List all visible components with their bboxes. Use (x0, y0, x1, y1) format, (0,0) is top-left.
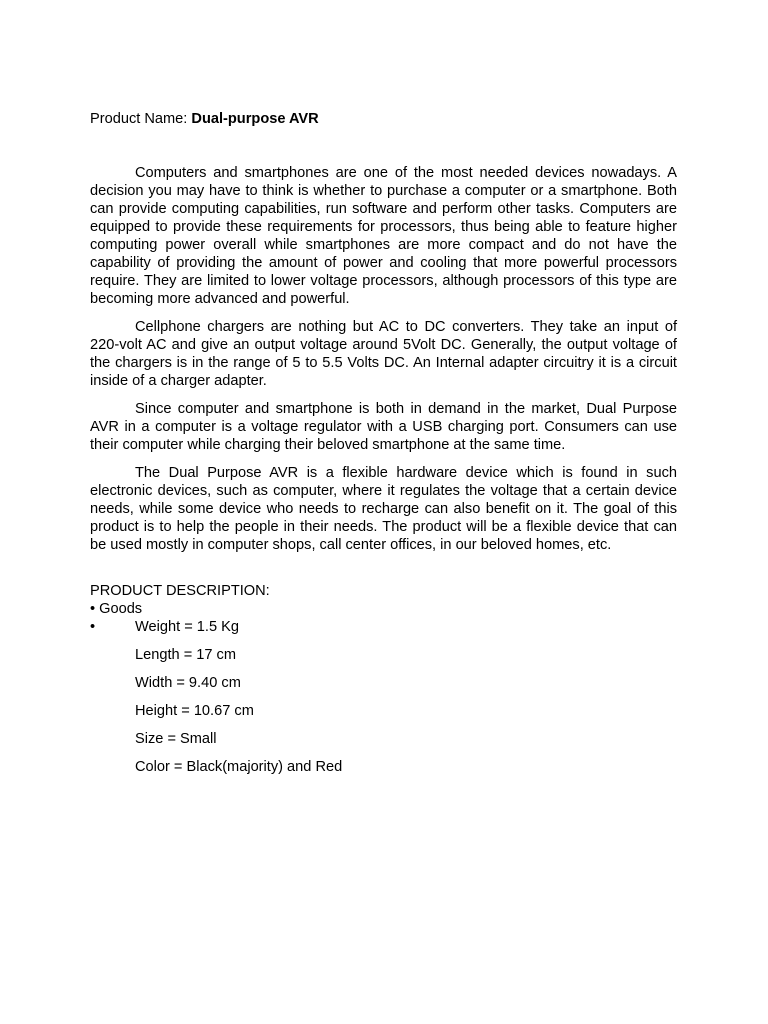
product-name-value: Dual-purpose AVR (191, 111, 319, 127)
product-name-line (90, 110, 677, 128)
paragraph-dual-purpose: Since computer and smartphone is both in demand in the market, Dual Purpose AVR in a computer is a voltage regulator with a USB charging port. Consumers can use their computer while charging their beloved smartphone at the same time. (90, 401, 677, 453)
spec-list (90, 618, 677, 636)
goods-bullet (90, 600, 677, 618)
bullet-icon: • (90, 601, 96, 617)
product-description-heading: PRODUCT DESCRIPTION: (90, 583, 270, 599)
goods-label: Goods (99, 601, 143, 617)
paragraph-intro: Computers and smartphones are one of the most needed devices nowadays. A decision you may have to think is whether to purchase a computer or a smartphone. Both can provide computing capabilities, run software and perform other tasks. Computers are equipped to provide these requirements for processors, thus being able to feature higher computing power overall while smartphones are more compact and do not have the capability of providing the amount of power and cooling that more powerful processors require. They are limited to lower voltage processors, although processors of this type are becoming more advanced and powerful. (90, 165, 677, 307)
paragraph-chargers: Cellphone chargers are nothing but AC to DC converters. They take an input of 220-volt AC and give an output voltage around 5Volt DC. Generally, the output voltage of the chargers is in the range of 5 to 5.5 Volts DC. An Internal adapter circuitry it is a circuit inside of a charger adapter. (90, 319, 677, 389)
paragraph-goal: The Dual Purpose AVR is a flexible hardware device which is found in such electronic devices, such as computer, where it regulates the voltage that a certain device needs, while some device who needs to recharge can also benefit on it. The goal of this product is to help the people in their needs. The product will be a flexible device that can be used mostly in computer shops, call center offices, in our beloved homes, etc. (90, 465, 677, 553)
spec-color: Color = Black(majority) and Red (135, 759, 343, 775)
bullet-icon: • (90, 619, 96, 635)
product-name-label: Product Name: (90, 111, 188, 127)
spec-size: Size = Small (135, 731, 217, 747)
spec-width: Width = 9.40 cm (135, 675, 241, 691)
document-page (90, 110, 677, 776)
spec-height: Height = 10.67 cm (135, 703, 254, 719)
spec-weight: Weight = 1.5 Kg (135, 619, 239, 635)
spec-length: Length = 17 cm (135, 647, 237, 663)
